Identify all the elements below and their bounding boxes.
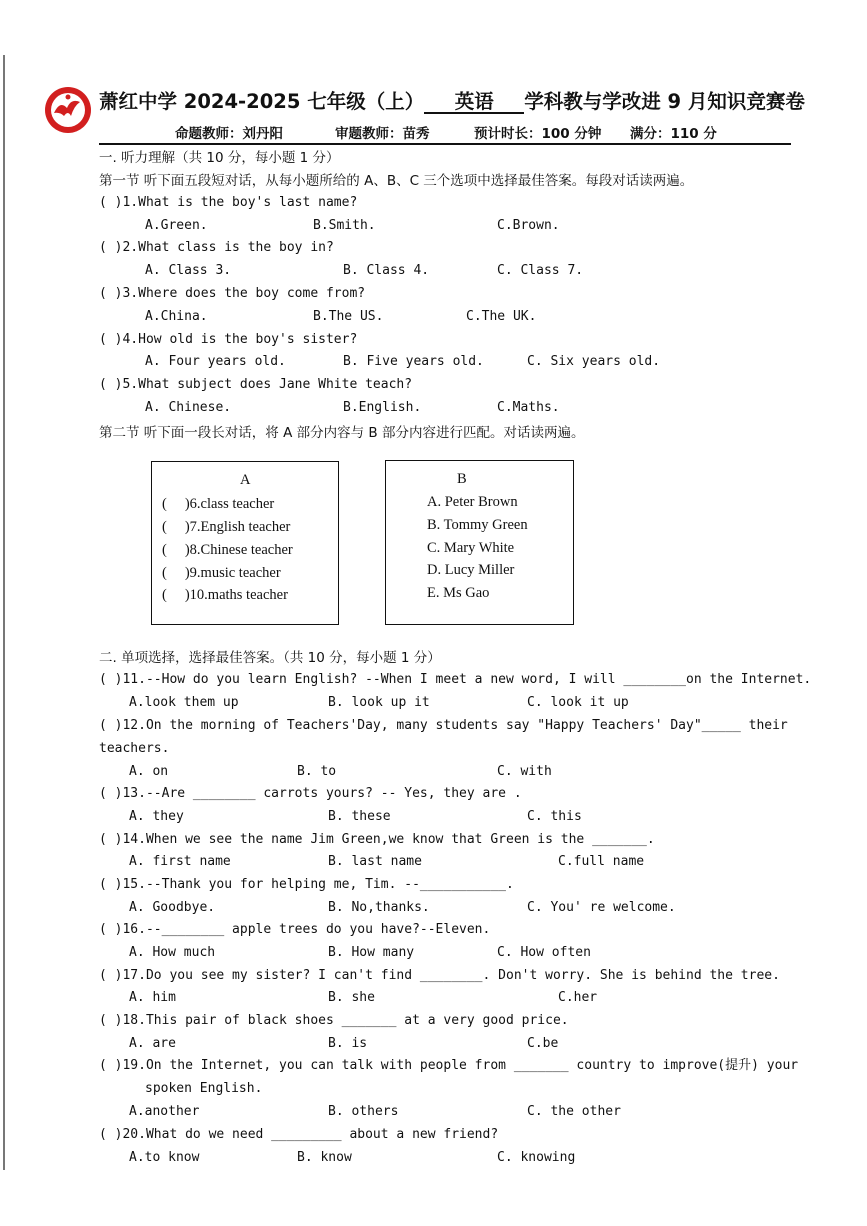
setter-teacher: 命题教师：刘丹阳	[175, 126, 283, 142]
q20-option-c: C. knowing	[497, 1150, 576, 1165]
part1-section2-instructions: 第二节 听下面一段长对话，将 A 部分内容与 B 部分内容进行匹配。对话读两遍。	[99, 425, 585, 441]
question-11: ( )11.--How do you learn English? --When I meet a new word, I will ________on the Internet.	[99, 672, 812, 687]
q12-option-b: B. to	[297, 764, 337, 779]
q11-option-a: A.look them up	[129, 695, 239, 710]
q17-option-a: A. him	[129, 990, 176, 1005]
part1-heading: 一. 听力理解（共 10 分，每小题 1 分）	[99, 150, 340, 166]
q4-option-a: A. Four years old.	[145, 354, 286, 369]
q12-option-a: A. on	[129, 764, 169, 779]
box-a-item-8: ( )8.Chinese teacher	[162, 542, 293, 558]
question-18: ( )18.This pair of black shoes _______ at a very good price.	[99, 1013, 569, 1028]
q20-option-b: B. know	[297, 1150, 352, 1165]
question-20: ( )20.What do we need _________ about a new friend?	[99, 1127, 499, 1142]
q18-option-c: C.be	[527, 1036, 559, 1051]
question-1: ( )1.What is the boy's last name?	[99, 195, 358, 210]
box-b-item-e: E. Ms Gao	[427, 585, 490, 601]
q16-option-c: C. How often	[497, 945, 591, 960]
box-a-item-7: ( )7.English teacher	[162, 519, 291, 535]
matching-box-a	[151, 461, 339, 625]
q3-option-b: B.The US.	[313, 309, 384, 324]
q19-option-a: A.another	[129, 1104, 200, 1119]
q5-option-b: B.English.	[343, 400, 422, 415]
q1-option-c: C.Brown.	[497, 218, 560, 233]
q3-option-a: A.China.	[145, 309, 208, 324]
exam-meta	[175, 122, 717, 142]
question-12: ( )12.On the morning of Teachers'Day, many students say "Happy Teachers' Day"_____ their	[99, 718, 788, 733]
q14-option-c: C.full name	[558, 854, 645, 869]
school-logo-icon	[44, 86, 92, 134]
header-rule	[99, 143, 791, 145]
q5-option-a: A. Chinese.	[145, 400, 232, 415]
margin-line	[3, 55, 5, 1170]
box-a-title: A	[240, 472, 251, 488]
q19-option-c: C. the other	[527, 1104, 621, 1119]
q20-option-a: A.to know	[129, 1150, 200, 1165]
title-prefix: 萧红中学 2024-2025 七年级（上）	[99, 90, 425, 113]
q18-option-a: A. are	[129, 1036, 176, 1051]
q17-option-b: B. she	[328, 990, 375, 1005]
q19-option-b: B. others	[328, 1104, 399, 1119]
q2-option-c: C. Class 7.	[497, 263, 584, 278]
q11-option-c: C. look it up	[527, 695, 629, 710]
q4-option-c: C. Six years old.	[527, 354, 661, 369]
question-14: ( )14.When we see the name Jim Green,we know that Green is the _______.	[99, 832, 655, 847]
subject-blank: 英语	[424, 92, 524, 114]
q13-option-c: C. this	[527, 809, 582, 824]
q15-option-a: A. Goodbye.	[129, 900, 216, 915]
question-15: ( )15.--Thank you for helping me, Tim. --___________.	[99, 877, 514, 892]
q5-option-c: C.Maths.	[497, 400, 560, 415]
q11-option-b: B. look up it	[328, 695, 430, 710]
q3-option-c: C.The UK.	[466, 309, 537, 324]
q16-option-b: B. How many	[328, 945, 415, 960]
q15-option-c: C. You' re welcome.	[527, 900, 676, 915]
question-19: ( )19.On the Internet, you can talk with people from _______ country to improve(提升) your	[99, 1058, 799, 1073]
q2-option-b: B. Class 4.	[343, 263, 430, 278]
box-a-item-6: ( )6.class teacher	[162, 496, 275, 512]
part2-heading: 二. 单项选择，选择最佳答案。（共 10 分，每小题 1 分）	[99, 650, 441, 666]
question-17: ( )17.Do you see my sister? I can't find ________. Don't worry. She is behind the tree.	[99, 968, 780, 983]
q1-option-b: B.Smith.	[313, 218, 376, 233]
question-12-continued: teachers.	[99, 741, 170, 756]
reviewer-teacher: 审题教师：苗秀	[335, 126, 430, 142]
box-b-item-a: A. Peter Brown	[427, 494, 518, 510]
q1-option-a: A.Green.	[145, 218, 208, 233]
box-a-item-9: ( )9.music teacher	[162, 565, 281, 581]
question-13: ( )13.--Are ________ carrots yours? -- Yes, they are .	[99, 786, 522, 801]
full-marks: 满分：110 分	[630, 126, 717, 142]
q18-option-b: B. is	[328, 1036, 368, 1051]
box-b-title: B	[457, 471, 467, 487]
duration: 预计时长：100 分钟	[474, 126, 602, 142]
exam-title	[99, 86, 819, 116]
matching-box-b	[385, 460, 574, 625]
question-4: ( )4.How old is the boy's sister?	[99, 332, 358, 347]
q14-option-b: B. last name	[328, 854, 422, 869]
q13-option-a: A. they	[129, 809, 184, 824]
box-b-item-c: C. Mary White	[427, 540, 515, 556]
q17-option-c: C.her	[558, 990, 598, 1005]
q15-option-b: B. No,thanks.	[328, 900, 430, 915]
question-19-continued: spoken English.	[145, 1081, 263, 1096]
part1-section1-instructions: 第一节 听下面五段短对话，从每小题所给的 A、B、C 三个选项中选择最佳答案。每段对话读两遍。	[99, 173, 694, 189]
q16-option-a: A. How much	[129, 945, 216, 960]
q4-option-b: B. Five years old.	[343, 354, 484, 369]
box-b-item-d: D. Lucy Miller	[427, 562, 515, 578]
title-suffix: 学科教与学改进 9 月知识竞赛卷	[524, 90, 805, 113]
question-16: ( )16.--________ apple trees do you have?--Eleven.	[99, 922, 491, 937]
question-5: ( )5.What subject does Jane White teach?	[99, 377, 413, 392]
q2-option-a: A. Class 3.	[145, 263, 232, 278]
q13-option-b: B. these	[328, 809, 391, 824]
box-a-item-10: ( )10.maths teacher	[162, 587, 288, 603]
q12-option-c: C. with	[497, 764, 552, 779]
q14-option-a: A. first name	[129, 854, 231, 869]
question-3: ( )3.Where does the boy come from?	[99, 286, 366, 301]
box-b-item-b: B. Tommy Green	[427, 517, 528, 533]
question-2: ( )2.What class is the boy in?	[99, 240, 334, 255]
